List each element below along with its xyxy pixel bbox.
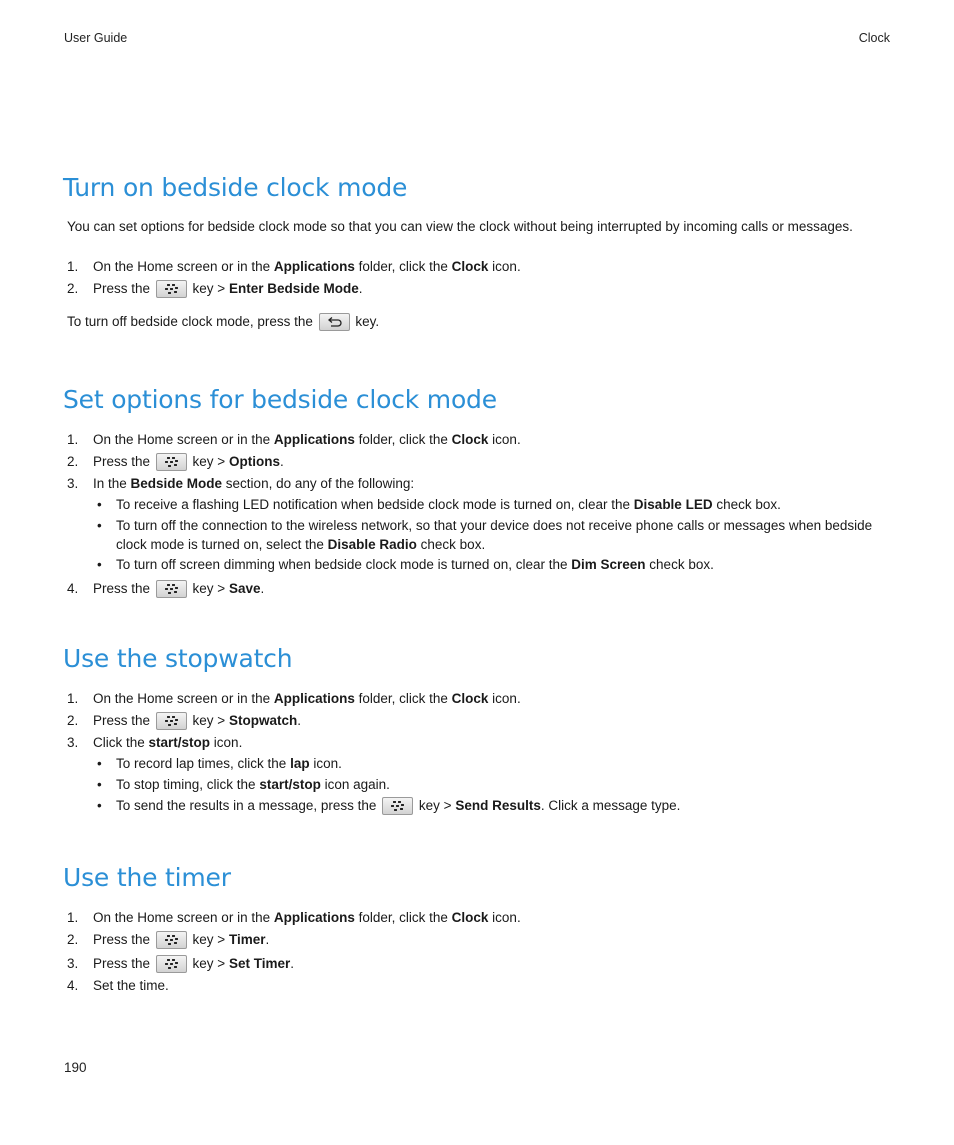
- step-number: 4.: [67, 978, 79, 993]
- menu-key-icon: [382, 797, 413, 815]
- bullet-text: To receive a flashing LED notification when bedside clock mode is turned on, clear the Disable LED check box.: [116, 497, 781, 512]
- options-step-2: [67, 452, 887, 472]
- bedside-step-1: [67, 257, 887, 277]
- menu-key-icon: [156, 955, 187, 973]
- running-header-left: User Guide: [64, 31, 128, 45]
- bullet-dot: •: [97, 557, 102, 572]
- step-number: 2.: [67, 932, 79, 947]
- timer-step-4: [67, 976, 887, 996]
- section-title-stopwatch: Use the stopwatch: [63, 644, 293, 673]
- step-number: 4.: [67, 581, 79, 596]
- step-text: Press the key > Set Timer.: [93, 956, 294, 971]
- timer-step-2: [67, 930, 887, 950]
- turn-off-text: To turn off bedside clock mode, press the key.: [67, 314, 380, 329]
- stopwatch-step-1: [67, 689, 887, 709]
- step-text: Press the key > Enter Bedside Mode.: [93, 281, 363, 296]
- timer-step-3: [67, 954, 887, 974]
- menu-key-icon: [156, 580, 187, 598]
- bullet-text: To record lap times, click the lap icon.: [116, 756, 342, 771]
- step-text: Press the key > Save.: [93, 581, 265, 596]
- escape-key-icon: [319, 313, 350, 331]
- bullet-dot: •: [97, 756, 102, 771]
- bullet-text: To send the results in a message, press the key > Send Results. Click a message type.: [116, 798, 681, 813]
- stopwatch-step-2: [67, 711, 887, 731]
- running-header-right: Clock: [858, 31, 890, 45]
- bullet-dot: •: [97, 497, 102, 512]
- bullet-dot: •: [97, 518, 102, 533]
- step-number: 1.: [67, 691, 79, 706]
- bullet-text: To stop timing, click the start/stop icon again.: [116, 777, 390, 792]
- step-number: 1.: [67, 259, 79, 274]
- menu-key-icon: [156, 931, 187, 949]
- section-title-timer: Use the timer: [63, 863, 231, 892]
- menu-key-icon: [156, 453, 187, 471]
- step-number: 1.: [67, 432, 79, 447]
- step-number: 2.: [67, 713, 79, 728]
- step-number: 2.: [67, 454, 79, 469]
- step-text: Set the time.: [93, 978, 169, 993]
- step-text: Press the key > Options.: [93, 454, 284, 469]
- step-text: Press the key > Stopwatch.: [93, 713, 301, 728]
- menu-key-icon: [156, 280, 187, 298]
- bullet-text: To turn off the connection to the wireless network, so that your device does not receive phone calls or messages when bedside clock mode is turned on, select the Disable Radio check box.: [116, 518, 873, 552]
- section-title-options: Set options for bedside clock mode: [63, 385, 497, 414]
- step-number: 2.: [67, 281, 79, 296]
- timer-step-1: [67, 908, 887, 928]
- step-text: On the Home screen or in the Applications folder, click the Clock icon.: [93, 259, 521, 274]
- step-text: In the Bedside Mode section, do any of the following:: [93, 476, 415, 491]
- step-text: On the Home screen or in the Applications folder, click the Clock icon.: [93, 691, 521, 706]
- stopwatch-step-3: [67, 733, 887, 753]
- bullet-text: To turn off screen dimming when bedside clock mode is turned on, clear the Dim Screen check box.: [116, 557, 714, 572]
- step-text: Click the start/stop icon.: [93, 735, 243, 750]
- options-step-4: [67, 579, 887, 599]
- step-text: On the Home screen or in the Applications folder, click the Clock icon.: [93, 432, 521, 447]
- bedside-step-2: [67, 279, 887, 299]
- bedside-turn-off: [67, 312, 887, 332]
- bullet-dot: •: [97, 777, 102, 792]
- bedside-intro: You can set options for bedside clock mode so that you can view the clock without being interrupted by incoming calls or messages.: [67, 219, 853, 234]
- options-step-3: [67, 474, 887, 494]
- menu-key-icon: [156, 712, 187, 730]
- step-text: Press the key > Timer.: [93, 932, 270, 947]
- bullet-dot: •: [97, 798, 102, 813]
- step-text: On the Home screen or in the Applications folder, click the Clock icon.: [93, 910, 521, 925]
- section-title-bedside: Turn on bedside clock mode: [63, 173, 408, 202]
- step-number: 3.: [67, 476, 79, 491]
- page-number: 190: [64, 1060, 87, 1075]
- step-number: 3.: [67, 735, 79, 750]
- options-step-1: [67, 430, 887, 450]
- step-number: 3.: [67, 956, 79, 971]
- step-number: 1.: [67, 910, 79, 925]
